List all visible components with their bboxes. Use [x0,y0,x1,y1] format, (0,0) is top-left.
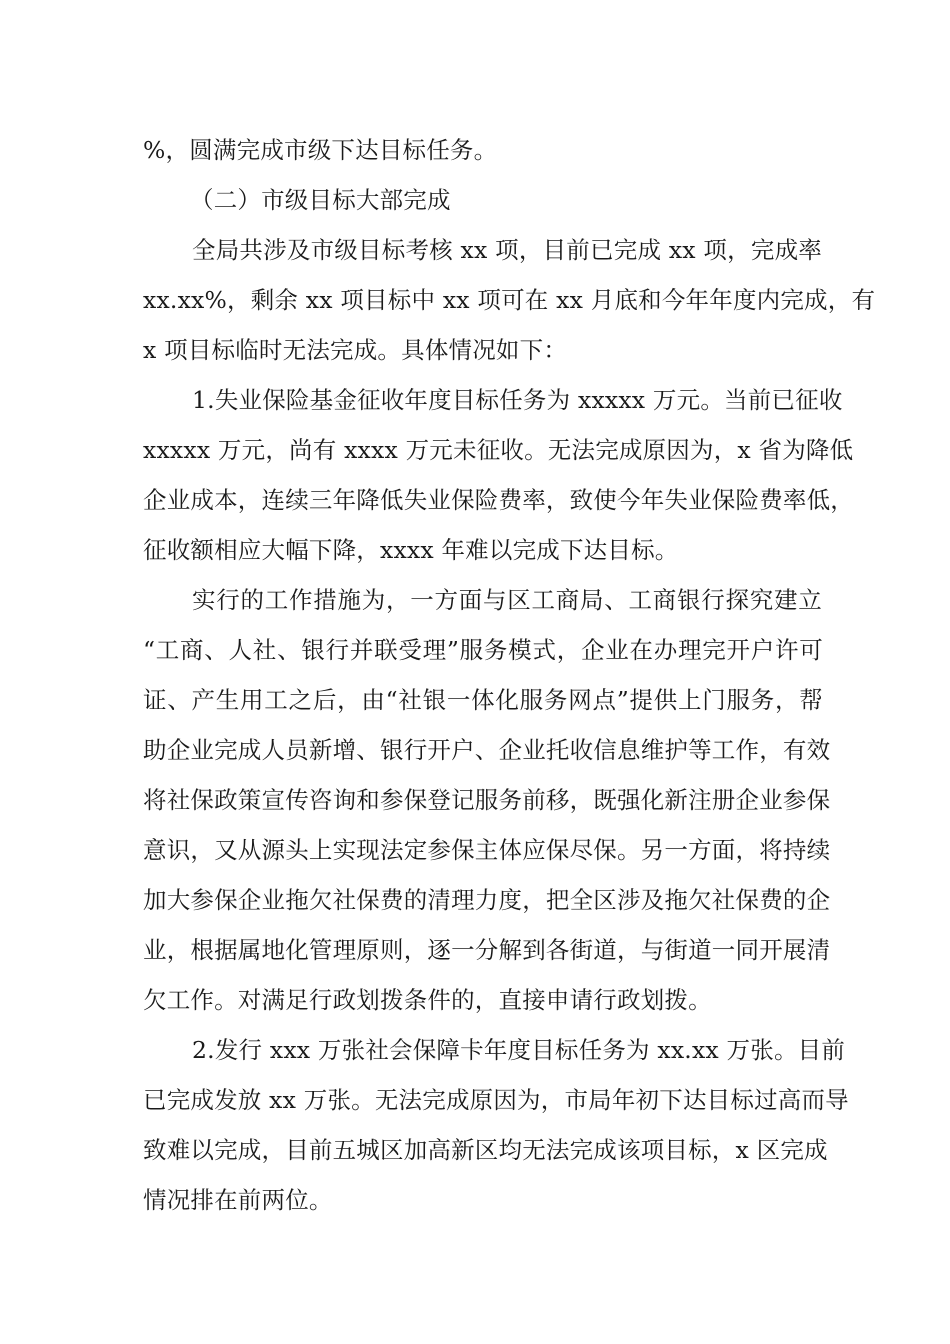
text-line: 业，根据属地化管理原则，逐一分解到各街道，与街道一同开展清 [143,936,831,964]
text-line: 已完成发放 xx 万张。无法完成原因为，市局年初下达目标过高而导 [143,1086,849,1114]
text-line: xx.xx%，剩余 xx 项目标中 xx 项可在 xx 月底和今年年度内完成，有 [143,286,876,314]
text-line: 2.发行 xxx 万张社会保障卡年度目标任务为 xx.xx 万张。目前 [192,1036,846,1064]
text-line: xxxxx 万元，尚有 xxxx 万元未征收。无法完成原因为，x 省为降低 [143,436,854,464]
text-line: 证、产生用工之后，由“社银一体化服务网点”提供上门服务，帮 [143,686,823,714]
text-line: 致难以完成，目前五城区加高新区均无法完成该项目标，x 区完成 [143,1136,828,1164]
text-line: 企业成本，连续三年降低失业保险费率，致使今年失业保险费率低， [143,486,854,514]
text-line: 征收额相应大幅下降，xxxx 年难以完成下达目标。 [143,536,679,564]
text-line: 全局共涉及市级目标考核 xx 项，目前已完成 xx 项，完成率 [192,236,822,264]
text-line: 意识，又从源头上实现法定参保主体应保尽保。另一方面，将持续 [143,836,831,864]
text-line: 助企业完成人员新增、银行开户、企业托收信息维护等工作，有效 [143,736,831,764]
text-line: 情况排在前两位。 [143,1186,333,1214]
text-line: %，圆满完成市级下达目标任务。 [143,136,498,164]
section-heading: （二）市级目标大部完成 [190,186,451,214]
text-line: x 项目标临时无法完成。具体情况如下： [143,336,568,364]
text-line: 将社保政策宣传咨询和参保登记服务前移，既强化新注册企业参保 [143,786,831,814]
text-line: “工商、人社、银行并联受理”服务模式，企业在办理完开户许可 [143,636,823,664]
text-line: 欠工作。对满足行政划拨条件的，直接申请行政划拨。 [143,986,712,1014]
text-line: 1.失业保险基金征收年度目标任务为 xxxxx 万元。当前已征收 [192,386,843,414]
text-line: 实行的工作措施为，一方面与区工商局、工商银行探究建立 [192,586,822,614]
text-line: 加大参保企业拖欠社保费的清理力度，把全区涉及拖欠社保费的企 [143,886,831,914]
